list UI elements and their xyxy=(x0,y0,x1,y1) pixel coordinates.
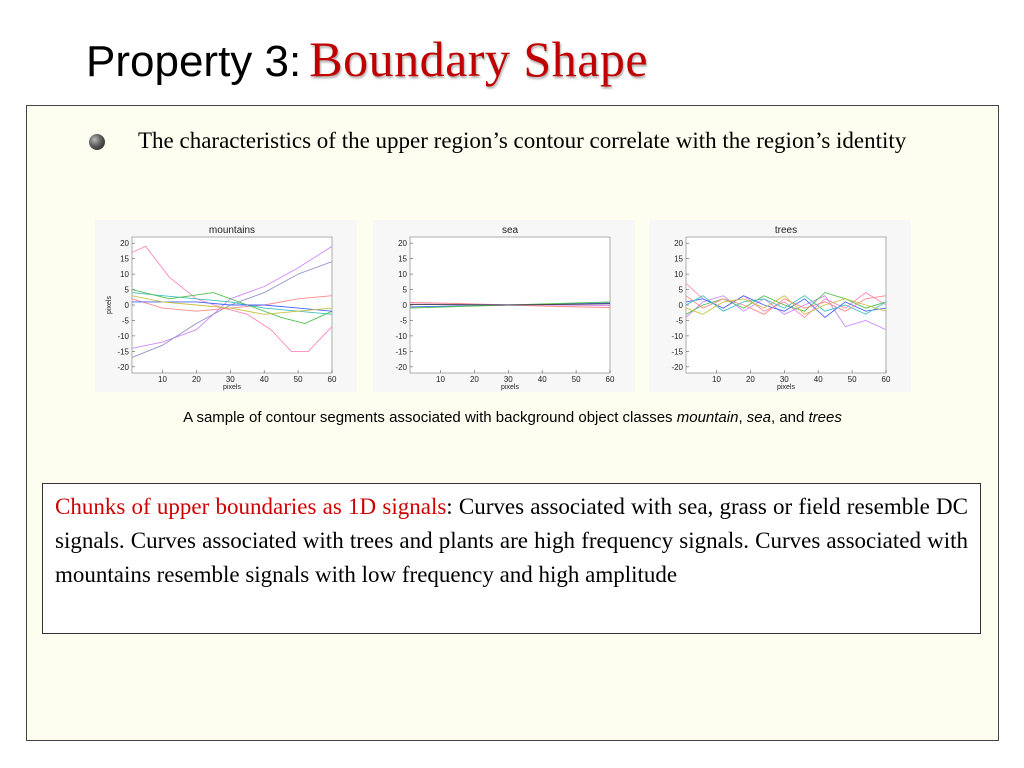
slide-title-accent: Boundary Shape xyxy=(309,31,649,87)
bullet-text: The characteristics of the upper region’s contour correlate with the region’s identity xyxy=(138,128,907,153)
bullet-icon xyxy=(89,134,105,150)
y-tick-label: -10 xyxy=(671,331,683,341)
x-tick-label: 30 xyxy=(779,375,789,384)
x-tick-label: 50 xyxy=(293,375,303,384)
y-tick-label: -10 xyxy=(395,331,407,341)
x-tick-label: 30 xyxy=(225,375,235,384)
x-tick-label: 60 xyxy=(327,375,337,384)
y-tick-label: 5 xyxy=(124,285,129,295)
y-tick-label: -15 xyxy=(671,347,683,357)
caption-class-sea: sea xyxy=(746,409,771,426)
y-tick-label: 10 xyxy=(120,270,129,280)
x-tick-label: 10 xyxy=(158,375,167,384)
y-tick-label: 15 xyxy=(674,254,683,264)
x-tick-label: 60 xyxy=(881,375,891,384)
y-tick-label: 20 xyxy=(398,239,407,249)
caption-separator: , xyxy=(738,409,747,426)
x-axis-label: pixels xyxy=(501,384,519,391)
y-tick-label: -20 xyxy=(117,362,129,372)
y-tick-label: 5 xyxy=(402,285,407,295)
summary-text: : Curves associated with sea, grass or field resemble DC signals. Curves associated with trees and plants are high frequency signals. Curves associated with mountains resemble signals with low frequency and high amplitude xyxy=(55,494,968,587)
caption-class-mountain: mountain xyxy=(676,409,739,426)
y-tick-label: 0 xyxy=(124,301,129,310)
chart-sea xyxy=(373,220,635,392)
x-tick-label: 10 xyxy=(712,375,721,384)
y-tick-label: 0 xyxy=(678,301,683,310)
caption-separator: , and xyxy=(770,409,809,426)
chart-mountains xyxy=(95,220,357,392)
y-tick-label: 15 xyxy=(120,254,129,264)
x-tick-label: 60 xyxy=(605,375,615,384)
slide-title-prefix: Property 3: xyxy=(86,37,302,86)
y-tick-label: -15 xyxy=(395,347,407,357)
slide-title xyxy=(86,31,649,87)
y-tick-label: -5 xyxy=(121,316,129,326)
chart-trees xyxy=(649,220,911,392)
x-axis-label: pixels xyxy=(223,384,241,391)
chart-title: mountains xyxy=(208,225,256,236)
x-tick-label: 40 xyxy=(259,375,269,384)
x-tick-label: 20 xyxy=(191,375,201,384)
y-tick-label: 10 xyxy=(398,270,407,280)
x-tick-label: 40 xyxy=(537,375,547,384)
x-tick-label: 20 xyxy=(745,375,755,384)
x-tick-label: 10 xyxy=(436,375,445,384)
summary-box xyxy=(42,483,981,634)
x-tick-label: 50 xyxy=(847,375,857,384)
x-tick-label: 40 xyxy=(813,375,823,384)
caption-class-trees: trees xyxy=(808,409,842,426)
x-tick-label: 30 xyxy=(503,375,513,384)
y-tick-label: 20 xyxy=(674,239,683,249)
chart-title: trees xyxy=(774,225,798,236)
y-tick-label: 10 xyxy=(674,270,683,280)
y-tick-label: 20 xyxy=(120,239,129,249)
x-axis-label: pixels xyxy=(777,384,795,391)
chart-title: sea xyxy=(501,225,519,236)
y-tick-label: 15 xyxy=(398,254,407,264)
caption-text: A sample of contour segments associated with background object classes xyxy=(183,409,677,426)
y-axis-label: pixels xyxy=(106,296,113,314)
y-tick-label: 5 xyxy=(678,285,683,295)
y-tick-label: -15 xyxy=(117,347,129,357)
x-tick-label: 50 xyxy=(571,375,581,384)
content-panel xyxy=(26,105,999,741)
y-tick-label: -5 xyxy=(399,316,407,326)
y-tick-label: -10 xyxy=(117,331,129,341)
summary-highlight: Chunks of upper boundaries as 1D signals xyxy=(55,494,447,519)
x-tick-label: 20 xyxy=(469,375,479,384)
y-tick-label: -20 xyxy=(671,362,683,372)
y-tick-label: -5 xyxy=(675,316,683,326)
y-tick-label: 0 xyxy=(402,301,407,310)
figure-caption xyxy=(27,409,998,426)
y-tick-label: -20 xyxy=(395,362,407,372)
